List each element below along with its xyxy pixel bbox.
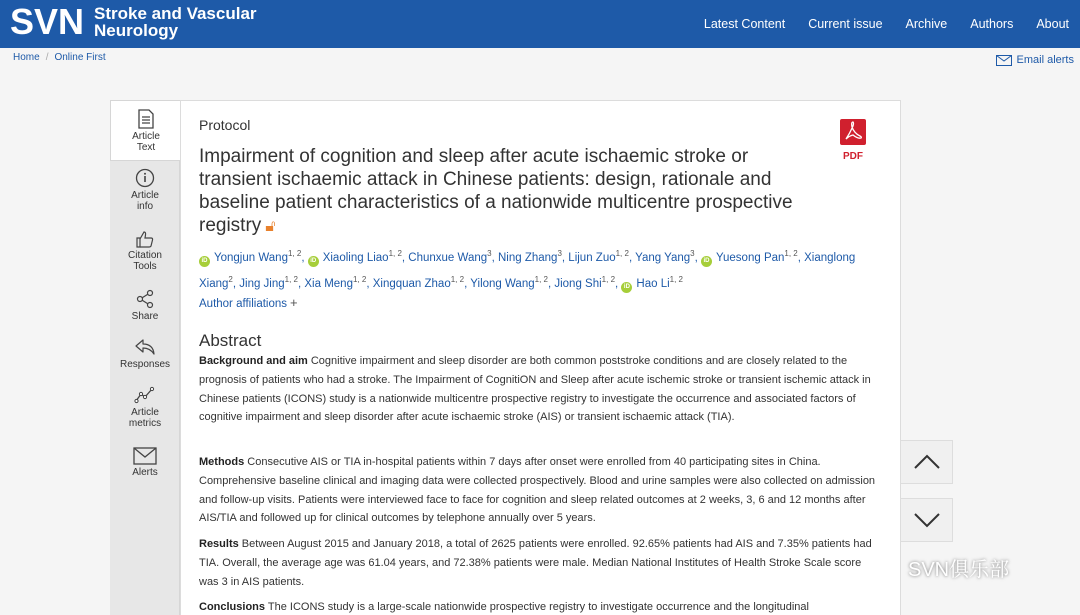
abstract-section-text: Cognitive impairment and sleep disorder are both common poststroke conditions and are closely related to the prognosis of patients who had a stroke. The Impairment of CognitiON and Sleep after acute ischemic stroke or transient ischemic attack in Chinese patients (ICONS) study is a nationwide multicentre prospective registry to investigate the occurrence and associated factors of cognitive impairment and sleep disorder after acute ischaemic stroke (AIS) or transient ischaemic attack (TIA). [199, 355, 871, 424]
author-affiliation-sup: 1, 2 [669, 274, 683, 284]
author-name: Xianglong Xiang [199, 251, 856, 290]
email-alerts-link[interactable] [996, 54, 1074, 66]
wechat-watermark [862, 553, 1009, 582]
envelope-icon [133, 447, 157, 465]
orcid-icon: iD [308, 256, 319, 267]
author-link[interactable] [701, 249, 798, 264]
author-affiliation-sup: 2 [228, 274, 233, 284]
site-header [0, 0, 1080, 48]
author-name: Xingquan Zhao [372, 277, 451, 290]
tool-alerts[interactable] [110, 447, 180, 478]
abstract-section-label: Results [199, 538, 239, 550]
wechat-icon [862, 554, 902, 582]
author-link[interactable] [199, 249, 302, 264]
orcid-icon: iD [621, 282, 632, 293]
nav-latest-content[interactable]: Latest Content [703, 17, 786, 31]
chevron-up-icon [913, 454, 941, 470]
article-tools-sidebar [110, 100, 180, 615]
nav-current-issue[interactable]: Current issue [808, 17, 883, 31]
breadcrumb-home[interactable]: Home [13, 52, 40, 63]
chart-icon [134, 385, 156, 405]
chevron-down-icon [913, 512, 941, 528]
orcid-icon: iD [701, 256, 712, 267]
journal-name-line2: Neurology [94, 21, 179, 40]
main-nav [704, 0, 1080, 48]
author-affiliation-sup: 3 [557, 249, 562, 258]
abstract-section-label: Conclusions [199, 601, 266, 613]
thumbs-up-icon [135, 230, 155, 248]
watermark-text: SVN俱乐部 [908, 559, 1010, 581]
scroll-up-button[interactable] [900, 440, 953, 484]
envelope-icon [996, 55, 1012, 66]
info-icon [135, 168, 155, 188]
author-link[interactable] [635, 249, 695, 264]
author-name: Xia Meng [304, 277, 353, 290]
author-name: Lijun Zuo [568, 251, 616, 264]
author-affiliation-sup: 1, 2 [287, 249, 302, 258]
tool-article-info[interactable] [110, 168, 180, 212]
author-affiliation-sup: 3 [487, 249, 492, 258]
author-affiliation-sup: 1, 2 [450, 274, 465, 284]
author-link[interactable] [568, 249, 629, 264]
nav-archive[interactable]: Archive [905, 17, 948, 31]
tool-label: Share [131, 311, 159, 322]
tool-article-metrics[interactable] [110, 385, 180, 429]
email-alerts-label: Email alerts [1016, 54, 1074, 66]
author-name: Ning Zhang [497, 251, 558, 264]
author-name: Chunxue Wang [408, 251, 488, 264]
author-link[interactable] [304, 274, 367, 290]
article-title [199, 145, 819, 238]
author-affiliation-sup: 1, 2 [388, 249, 402, 258]
author-link[interactable] [497, 249, 562, 264]
author-link[interactable] [408, 249, 492, 264]
author-name: Yuesong Pan [715, 251, 785, 264]
logo-mark[interactable]: SVN [10, 1, 85, 42]
orcid-icon: iD [199, 256, 210, 267]
tool-label: Text [136, 142, 156, 153]
author-link[interactable] [621, 274, 683, 290]
abstract-section-text: The ICONS study is a large-scale nationwide prospective registry to investigate occurrence and the longitudinal [265, 601, 809, 613]
breadcrumb-online-first[interactable]: Online First [54, 52, 106, 63]
journal-name-line1: Stroke and Vascular [94, 4, 257, 23]
pdf-label: PDF [843, 151, 863, 162]
article-panel [180, 100, 901, 615]
pdf-icon [840, 119, 866, 145]
tool-share[interactable] [110, 289, 180, 322]
abstract-section-label: Methods [199, 456, 245, 468]
author-link[interactable] [372, 274, 465, 290]
tool-label: Article [132, 131, 160, 142]
author-affiliation-sup: 1, 2 [784, 249, 798, 258]
article-type: Protocol [199, 117, 251, 133]
tool-label: metrics [128, 418, 162, 429]
author-name: Yang Yang [635, 251, 691, 264]
nav-about[interactable]: About [1036, 17, 1069, 31]
pdf-download-button[interactable] [836, 119, 870, 162]
author-affiliations-toggle[interactable] [199, 295, 298, 310]
abstract-section-label: Background and aim [199, 355, 308, 367]
author-link[interactable] [308, 249, 402, 264]
tool-label: info [136, 201, 154, 212]
author-affiliation-sup: 1, 2 [601, 274, 616, 284]
author-link[interactable] [239, 274, 298, 290]
open-access-icon: 🔓︎ [265, 218, 276, 235]
author-affiliation-sup: 1, 2 [352, 274, 367, 284]
abstract-heading: Abstract [199, 331, 262, 350]
author-name: Jiong Shi [554, 277, 602, 290]
abstract-background [199, 352, 881, 427]
tool-label: Tools [133, 261, 157, 272]
abstract-section-text: Consecutive AIS or TIA in-hospital patients within 7 days after onset were enrolled from 40 participating sites in China. Comprehensive baseline clinical and imaging data were collected prospectively. Blood and urine samples were also collected on admission and follow-up visits. Patients were interviewed face to face for cognition and sleep related outcomes at 2 weeks, 3, 6 and 12 months after AIS/TIA and followed up for clinical outcomes by telephone annually over 5 years. [199, 456, 876, 525]
author-name: Xiaoling Liao [322, 251, 389, 264]
author-link[interactable] [554, 274, 616, 290]
tool-label: Article [131, 190, 159, 201]
tool-label: Alerts [132, 467, 158, 478]
author-affiliation-sup: 3 [690, 249, 695, 258]
author-affiliation-sup: 1, 2 [284, 274, 298, 284]
tool-article-text[interactable] [110, 100, 181, 161]
abstract-section-text: Between August 2015 and January 2018, a total of 2625 patients were enrolled. 92.65% patients had AIS and 7.35% patients had TIA. Overall, the average age was 61.04 years, and 72.38% patients were male. Median National Institutes of Health Stroke Scale score was 3 in AIS patients. [199, 538, 872, 588]
tool-responses[interactable] [110, 337, 180, 370]
author-list: iD Yongjun Wang$^{1, 2}$, iD Xiaoling Liao$^{1, 2}$, Chunxue Wang$^3$, Ning Zhang$^3$, Lijun Zuo$^{1, 2}$, Yang Yang$^3$, iD Yuesong Pan$^{1, 2}$, Xianglong Xiang$^2$, Jing Jing$^{1, 2}$, Xia Meng$^{1, 2}$, Xingquan Zhao$^{1, 2}$, Yilong Wang$^{1, 2}$, Jiong Shi$^{1, 2}$, iD Hao Li$^{1, 2}$ [199, 243, 879, 295]
author-name: Hao Li [636, 277, 670, 290]
abstract-conclusions [199, 598, 881, 615]
abstract-results [199, 535, 881, 591]
author-name: Yilong Wang [470, 277, 535, 290]
breadcrumb [13, 52, 106, 63]
article-title-text: Impairment of cognition and sleep after acute ischaemic stroke or transient ischaemic attack in Chinese patients: design, rationale and baseline patient characteristics of a nationwide multicentre prospective registry [199, 146, 793, 236]
tool-label: Citation [128, 250, 162, 261]
reply-icon [134, 337, 156, 357]
nav-authors[interactable]: Authors [970, 17, 1014, 31]
author-affiliation-sup: 1, 2 [534, 274, 548, 284]
tool-label: Article [131, 407, 159, 418]
tool-citation-tools[interactable] [110, 230, 180, 272]
tool-label: Responses [119, 359, 171, 370]
plus-icon: + [290, 295, 298, 310]
breadcrumb-separator: / [45, 52, 49, 63]
author-affiliation-sup: 1, 2 [615, 249, 629, 258]
author-link[interactable] [470, 274, 548, 290]
author-name: Yongjun Wang [214, 251, 288, 264]
scroll-down-button[interactable] [900, 498, 953, 542]
author-name: Jing Jing [239, 277, 285, 290]
document-icon [137, 109, 155, 129]
abstract-methods [199, 453, 881, 528]
journal-name[interactable] [94, 5, 257, 39]
share-icon [135, 289, 155, 309]
author-affiliations-label: Author affiliations [199, 298, 288, 310]
